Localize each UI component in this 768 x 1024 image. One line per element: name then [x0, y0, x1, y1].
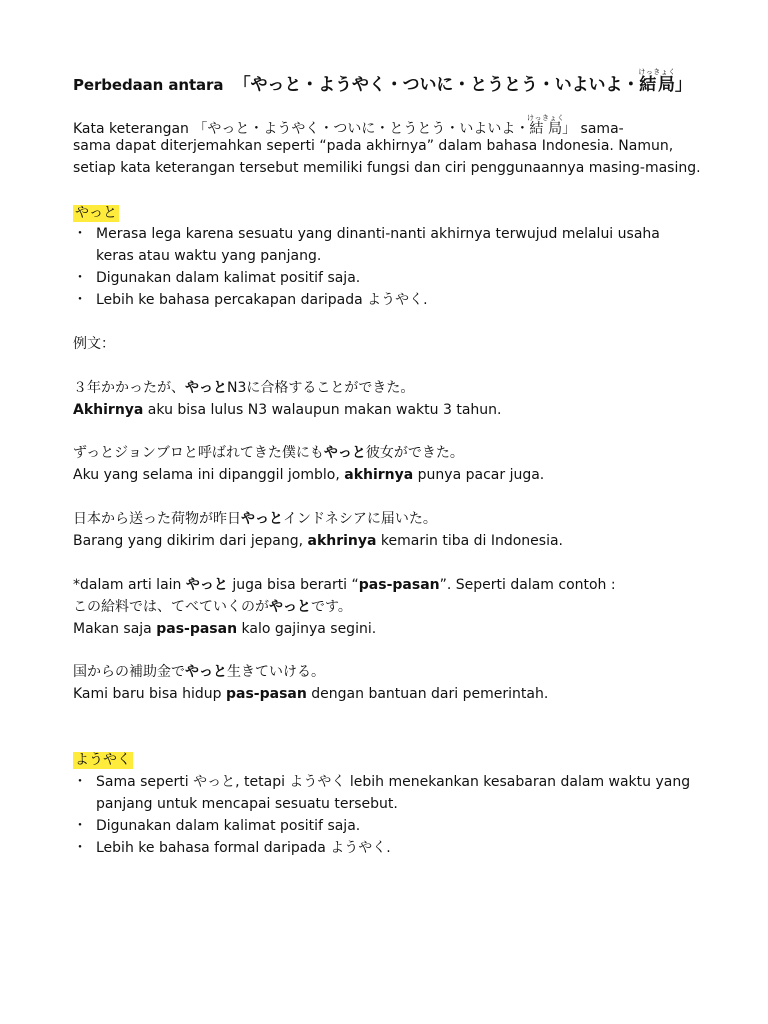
- example-3-japanese: [73, 509, 437, 531]
- section-heading-youyaku: [73, 750, 133, 772]
- ex2-jp-a: ずっとジョンブロと呼ばれてきた僕にも: [73, 445, 324, 461]
- note-line: [73, 575, 616, 597]
- example-3-translation: [73, 531, 563, 553]
- example-4-translation: [73, 684, 548, 706]
- examples-label: 例文：: [73, 336, 115, 352]
- title-ruby-kanji: [638, 68, 676, 95]
- example-2-translation: [73, 465, 544, 487]
- title-open: 「やっと・ようやく・ついに・とうとう・いよいよ・: [233, 75, 640, 95]
- ex3-id-a: Barang yang dikirim dari jepang,: [73, 533, 308, 549]
- ex2-id-c: punya pacar juga.: [413, 467, 545, 483]
- example-4-japanese: [73, 662, 325, 684]
- intro-line-1-b: 」 sama-: [562, 121, 624, 137]
- note-example-japanese: [73, 597, 352, 619]
- intro-ruby-kanji: [526, 114, 565, 137]
- bullet-text: panjang untuk mencapai sesuatu tersebut.: [96, 796, 398, 812]
- bullet-symbol: ・: [73, 270, 87, 286]
- intro-line-1-a: Kata keterangan 「やっと・ようやく・ついに・とうとう・いよいよ・: [73, 121, 530, 137]
- intro-kanji: 結局: [526, 121, 565, 137]
- note-bold-pas-pasan: pas-pasan: [358, 577, 440, 593]
- ex1-jp-a: ３年かかったが、: [73, 380, 185, 396]
- bullet-text: Merasa lega karena sesuatu yang dinanti-nanti akhirnya terwujud melalui usaha: [96, 226, 660, 242]
- bullet-symbol: ・: [73, 774, 87, 790]
- title-japanese: [233, 68, 692, 95]
- bullet-symbol: ・: [73, 226, 87, 242]
- example-1-japanese: [73, 378, 414, 400]
- highlight-youyaku: ようやく: [75, 752, 131, 768]
- ex2-id-a: Aku yang selama ini dipanggil jomblo,: [73, 467, 345, 483]
- bullet-text: Digunakan dalam kalimat positif saja.: [96, 818, 361, 834]
- bullet-symbol: ・: [73, 818, 87, 834]
- ex3-jp-a: 日本から送った荷物が昨日: [73, 511, 241, 527]
- highlight-yatto: やっと: [75, 205, 117, 221]
- ex4-jp-bold: やっと: [185, 664, 227, 680]
- bullet-symbol: ・: [73, 292, 87, 308]
- ex3-jp-bold: やっと: [241, 511, 283, 527]
- intro-furigana: けっきょく: [526, 114, 565, 122]
- note-jp-bold: やっと: [269, 599, 311, 615]
- note-e: ”. Seperti dalam contoh :: [439, 577, 616, 593]
- intro-line-3: setiap kata keterangan tersebut memiliki fungsi dan ciri penggunaannya masing-masing.: [73, 160, 701, 176]
- example-1-translation: [73, 400, 501, 422]
- title-close: 」: [674, 75, 692, 95]
- ex1-id-b: aku bisa lulus N3 walaupun makan waktu 3 tahun.: [143, 402, 502, 418]
- ex1-jp-bold: やっと: [185, 380, 227, 396]
- ex4-id-a: Kami baru bisa hidup: [73, 686, 226, 702]
- ex2-jp-bold: やっと: [323, 445, 366, 461]
- note-c: juga bisa berarti “: [227, 577, 359, 593]
- bullet-text: Digunakan dalam kalimat positif saja.: [96, 270, 361, 286]
- ex3-jp-c: インドネシアに届いた。: [283, 511, 437, 527]
- note-jp-a: この給料では、てべていくのが: [73, 599, 269, 615]
- section-heading-yatto: [73, 203, 119, 225]
- ex1-jp-c: N3に合格することができた。: [227, 380, 415, 396]
- ex4-jp-c: 生きていける。: [227, 664, 325, 680]
- note-a: *dalam arti lain: [73, 577, 186, 593]
- note-jp-c: です。: [311, 599, 352, 615]
- intro-line-2: sama dapat diterjemahkan seperti “pada akhirnya” dalam bahasa Indonesia. Namun,: [73, 138, 674, 154]
- bullet-text: Sama seperti やっと, tetapi ようやく lebih menekankan kesabaran dalam waktu yang: [96, 774, 691, 790]
- note-id-a: Makan saja: [73, 621, 157, 637]
- ex4-id-bold: pas-pasan: [226, 686, 307, 702]
- ex1-id-bold: Akhirnya: [73, 402, 144, 418]
- ex2-jp-c: 彼女ができた。: [365, 445, 464, 461]
- note-id-bold: pas-pasan: [156, 621, 238, 637]
- ex3-id-bold: akhrinya: [307, 533, 377, 549]
- bullet-text: Lebih ke bahasa formal daripada ようやく.: [96, 840, 391, 856]
- ex2-id-bold: akhirnya: [344, 467, 414, 483]
- note-example-translation: [73, 619, 376, 641]
- note-id-c: kalo gajinya segini.: [237, 621, 377, 637]
- page-title: [73, 68, 692, 95]
- bullet-text: Lebih ke bahasa percakapan daripada ようやく.: [96, 292, 428, 308]
- ex4-jp-a: 国からの補助金で: [73, 664, 185, 680]
- example-2-japanese: [73, 443, 464, 465]
- title-kanji: 結局: [638, 75, 676, 95]
- title-furigana: けっきょく: [638, 68, 676, 76]
- note-bold-yatto: やっと: [185, 577, 228, 593]
- ex3-id-c: kemarin tiba di Indonesia.: [376, 533, 564, 549]
- ex4-id-c: dengan bantuan dari pemerintah.: [306, 686, 549, 702]
- bullet-symbol: ・: [73, 840, 87, 856]
- bullet-text: keras atau waktu yang panjang.: [96, 248, 322, 264]
- title-prefix: Perbedaan antara: [73, 76, 224, 94]
